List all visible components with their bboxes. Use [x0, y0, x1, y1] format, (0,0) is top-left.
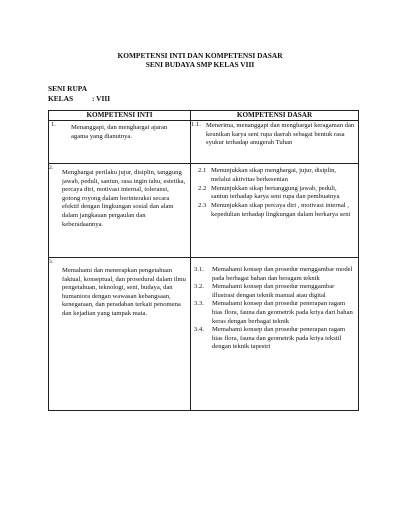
kd-text: Menunjukkan sikap percaya diri , motivasi internal , kepedulian terhadap lingkungan dalam berkarya seni — [211, 202, 351, 218]
ki-text: Memahami dan menerapkan pengetahuan faktual, konseptual, dan prosedural dalam ilmu pengetahuan, teknologi, seni, budaya, dan humaniora dengan wawasan kebangsaan, kenegaraan, dan peradaban terkait penomena dan kejadian yang tampak mata. — [62, 267, 186, 317]
ki-number: 2. — [49, 165, 54, 171]
kd-number: 2.3 — [198, 202, 207, 210]
kd-text: Memahami konsep dan prosedur menggambar model pada berbagai bahan dan beragam teknik — [212, 266, 353, 282]
document-title: KOMPETENSI INTI DAN KOMPETENSI DASAR — [117, 51, 283, 60]
table-row — [49, 164, 359, 258]
kd-text: Memahami konsep dan prosedur penerapan ragam hias flora, fauna dan geometrik pada kriya dari bahan keras dengan berbagai teknik — [212, 300, 353, 325]
ki-cell — [49, 121, 191, 164]
class-row — [48, 94, 111, 103]
ki-number: 3. — [49, 259, 54, 265]
kd-number: 2.1 — [198, 167, 207, 174]
kd-item — [194, 300, 355, 326]
kd-text: Menunjukkan sikap bertanggung jawab, peduli, santun terhadap karya seni rupa dan pembuatnya — [211, 184, 340, 201]
ki-cell — [49, 164, 191, 258]
class-label: KELAS — [48, 94, 74, 103]
kd-cell — [191, 121, 359, 164]
table-row — [49, 121, 359, 164]
header-kompetensi-dasar: KOMPETENSI DASAR — [191, 111, 359, 121]
ki-text: Menghargai perilaku jujur, disiplin, tanggung jawab, peduli, santun, rasa ingin tahu, estetika, percaya diri, motivasi internal, toleransi, gotong royong dalam berinteraksi secara efektif dengan lingkungan sosial dan alam dalam jangkauan pergaulan dan keberadaannya. — [62, 169, 186, 228]
subject-label: SENI RUPA — [48, 84, 88, 93]
kd-text: Memahami konsep dan prosedur menggambar illustrasi dengan teknik manual atau digital — [212, 283, 335, 299]
kd-text: Menerima, menanggapi dan menghargai keragaman dan keunikan karya seni rupa daerah sebagai bentuk rasa syukur terhadap anugerah Tuhan — [206, 122, 355, 147]
kd-cell — [191, 258, 359, 411]
ki-number: 1. — [51, 121, 56, 128]
kd-item — [194, 283, 355, 300]
kd-cell — [191, 164, 359, 258]
ki-item — [49, 164, 190, 229]
table-row — [49, 258, 359, 411]
competency-table — [48, 110, 359, 411]
ki-item — [49, 121, 190, 141]
kd-number: 1.1. — [191, 121, 201, 128]
kd-number: 3.4. — [194, 326, 204, 334]
table-header-row — [49, 111, 359, 121]
kd-item — [191, 121, 358, 148]
kd-item — [194, 266, 355, 283]
ki-text: Menanggapi, dan menghargai ajaran agama yang dianutnya. — [71, 124, 168, 140]
kd-item — [198, 202, 355, 219]
kd-text: Memahami konsep dan prosedur penerapan ragam hias flora, fauna dan geometrik pada kriya tekstil dengan teknik tapestri — [212, 326, 346, 351]
kd-text: Menunjukkan sikap menghargai, jujur, disiplin, melalui aktivitas berkesenian — [211, 167, 337, 183]
kd-number: 3.1. — [194, 266, 204, 273]
kd-number: 3.2. — [194, 283, 204, 291]
header-kompetensi-inti: KOMPETENSI INTI — [49, 111, 191, 121]
kd-item — [198, 185, 355, 202]
kd-item — [198, 167, 355, 184]
kd-item — [194, 326, 355, 352]
ki-cell — [49, 258, 191, 411]
document-subtitle: SENI BUDAYA SMP KELAS VIII — [145, 60, 255, 69]
kd-number: 3.3. — [194, 300, 204, 308]
class-value: : VIII — [92, 94, 111, 103]
ki-item — [49, 258, 190, 319]
kd-number: 2.2 — [198, 184, 207, 192]
